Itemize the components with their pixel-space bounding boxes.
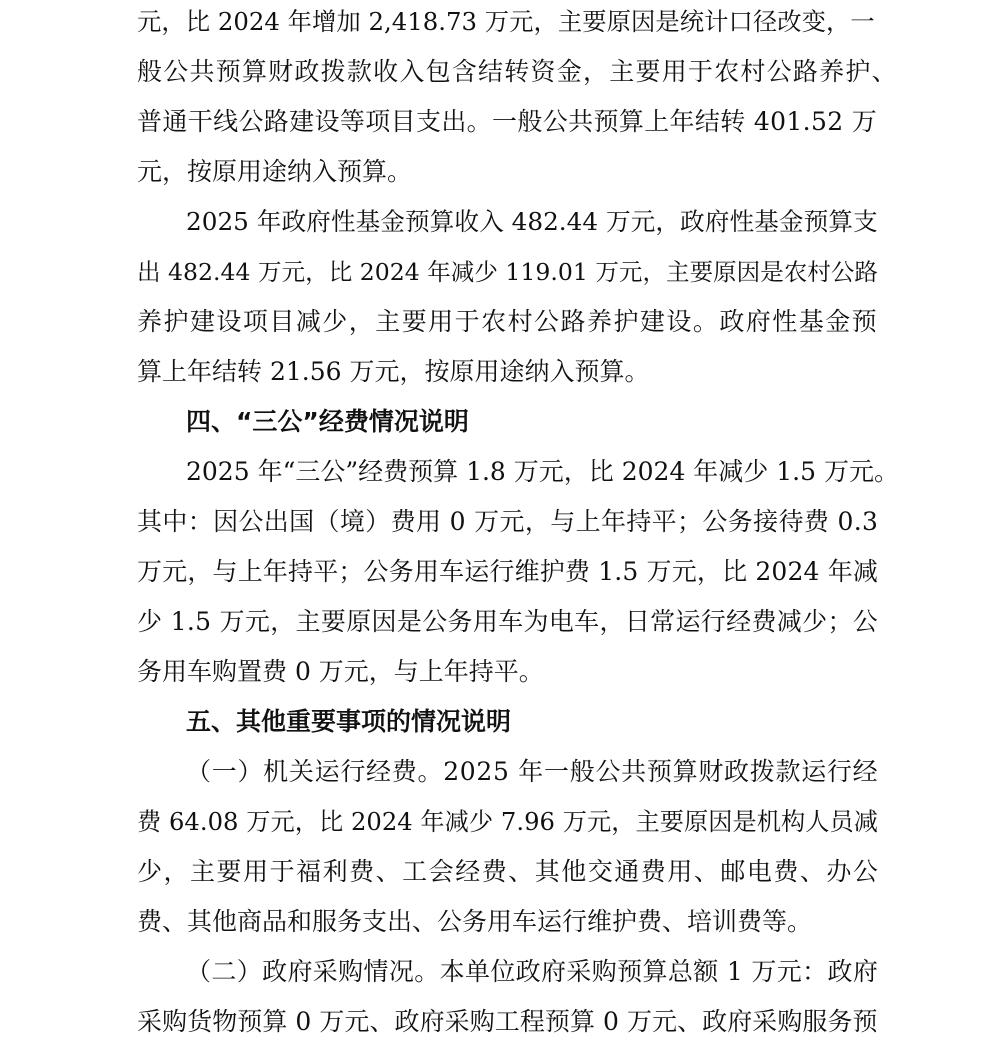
paragraph-line [0, 0, 1000, 47]
paragraph-line [0, 347, 1000, 397]
paragraph-line [0, 47, 1000, 97]
paragraph-line [0, 597, 1000, 647]
heading-text: 四、“三公”经费情况说明 [186, 407, 469, 436]
section-heading [0, 697, 1000, 747]
line-text: 出 4 8 2 . 4 4 万 元 ， 比 2 0 2 4 年 减 少 1 1 9 . 0 1 万 元 ， 主 要 原 因 是 农 村 公 路 [137, 258, 878, 286]
line-text: 万 元 ， 与 上 年 持 平 ； 公 务 用 车 运 行 维 护 费 1 . 5 万 元 ， 比 2 0 2 4 年 减 [137, 557, 878, 586]
line-text: 养 护 建 设 项 目 减 少 ， 主 要 用 于 农 村 公 路 养 护 建 设 。 政 府 性 基 金 预 [137, 307, 877, 336]
paragraph-line [0, 447, 1000, 497]
line-text: 少 ， 主 要 用 于 福 利 费 、 工 会 经 费 、 其 他 交 通 费 用 、 邮 电 费 、 办 公 [137, 857, 878, 886]
paragraph-line [0, 647, 1000, 697]
paragraph-line [0, 797, 1000, 847]
line-text: 2 0 2 5 年 政 府 性 基 金 预 算 收 入 4 8 2 . 4 4 万 元 ， 政 府 性 基 金 预 算 支 [186, 207, 878, 236]
line-text: 费、其他商品和服务支出、公务用车运行维护费、培训费等。 [137, 907, 813, 936]
line-text: 务用车购置费 0 万元，与上年持平。 [137, 657, 544, 686]
line-text: 元，按原用途纳入预算。 [137, 157, 413, 186]
line-text: 般 公 共 预 算 财 政 拨 款 收 入 包 含 结 转 资 金 ， 主 要 用 于 农 村 公 路 养 护 、 [137, 57, 897, 86]
line-text: （ 二 ） 政 府 采 购 情 况 。 本 单 位 政 府 采 购 预 算 总 额 1 万 元 ： 政 府 [186, 957, 878, 986]
paragraph-line [0, 847, 1000, 897]
paragraph-line [0, 997, 1000, 1047]
section-heading [0, 397, 1000, 447]
paragraph-line [0, 747, 1000, 797]
line-text: （ 一 ） 机 关 运 行 经 费 。 2 0 2 5 年 一 般 公 共 预 算 财 政 拨 款 运 行 经 [186, 757, 878, 786]
line-text: 元 ， 比 2 0 2 4 年 增 加 2 , 4 1 8 . 7 3 万 元 ， 主 要 原 因 是 统 计 口 径 改 变 ， 一 [137, 7, 875, 36]
line-text: 少 1 . 5 万 元 ， 主 要 原 因 是 公 务 用 车 为 电 车 ， 日 常 运 行 经 费 减 少 ； 公 [137, 607, 878, 636]
heading-text: 五、其他重要事项的情况说明 [186, 707, 512, 736]
paragraph-line [0, 197, 1000, 247]
line-text: 2025 年“三公”经费预算 1.8 万元，比 2024 年减少 1.5 万元。 [186, 457, 899, 486]
line-text: 采 购 货 物 预 算 0 万 元 、 政 府 采 购 工 程 预 算 0 万 元 、 政 府 采 购 服 务 预 [137, 1007, 878, 1036]
paragraph-line [0, 147, 1000, 197]
paragraph-line [0, 297, 1000, 347]
line-text: 其 中 ： 因 公 出 国 （ 境 ） 费 用 0 万 元 ， 与 上 年 持 平 ； 公 务 接 待 费 0 . 3 [137, 507, 878, 536]
paragraph-line [0, 547, 1000, 597]
paragraph-line [0, 947, 1000, 997]
paragraph-line [0, 497, 1000, 547]
line-text: 算上年结转 21.56 万元，按原用途纳入预算。 [137, 357, 650, 386]
paragraph-line [0, 897, 1000, 947]
paragraph-line [0, 97, 1000, 147]
line-text: 普 通 干 线 公 路 建 设 等 项 目 支 出 。 一 般 公 共 预 算 上 年 结 转 4 0 1 . 5 2 万 [137, 107, 877, 136]
paragraph-line [0, 247, 1000, 297]
line-text: 费 6 4 . 0 8 万 元 ， 比 2 0 2 4 年 减 少 7 . 9 6 万 元 ， 主 要 原 因 是 机 构 人 员 减 [137, 807, 878, 836]
